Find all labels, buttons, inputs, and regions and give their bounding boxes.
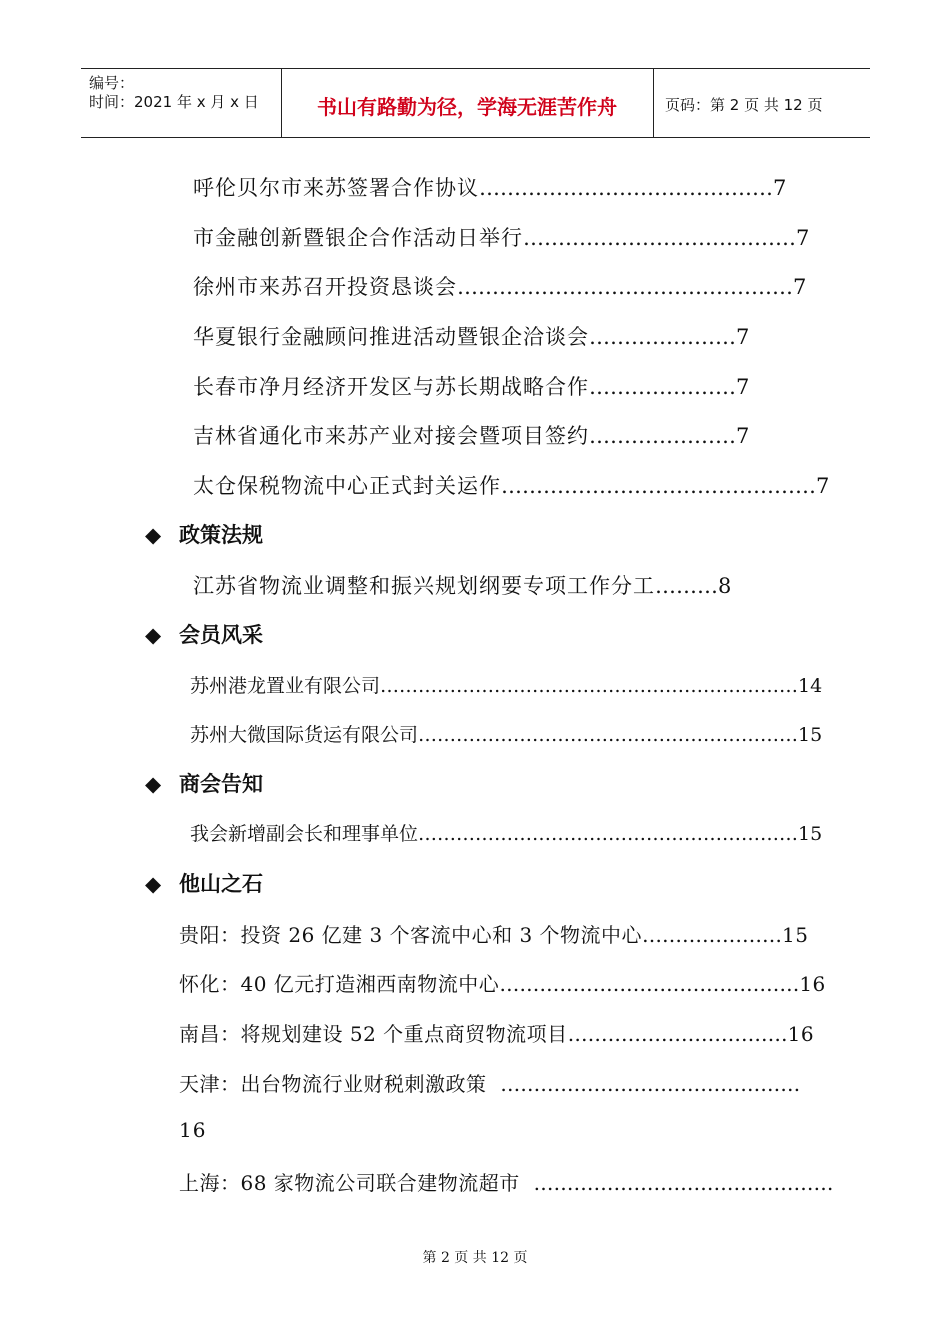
toc-entry-title: 呼伦贝尔市来苏签署合作协议: [193, 176, 479, 200]
toc-entry-page: 15: [798, 823, 823, 845]
toc-entry-page: 7: [736, 375, 751, 399]
page-indicator: 页码：第 2 页 共 12 页: [665, 96, 823, 114]
toc-entry-title: 南昌：将规划建设 52 个重点商贸物流项目: [179, 1022, 568, 1046]
toc-entry[interactable]: [179, 919, 809, 948]
section-heading-label: 政策法规: [179, 523, 263, 547]
toc-entry-title: 上海：68 家物流公司联合建物流超市: [179, 1171, 520, 1195]
toc-leader-dots: …………………: [589, 375, 736, 399]
toc-entry-title: 贵阳：投资 26 亿建 3 个客流中心和 3 个物流中心: [179, 923, 643, 947]
page-footer: 第 2 页 共 12 页: [422, 1250, 528, 1266]
section-heading-label: 他山之石: [179, 872, 263, 896]
header-info-cell: [81, 69, 282, 137]
toc-leader-dots: ……………………………………………………: [418, 823, 799, 845]
toc-entry-page: 7: [736, 424, 751, 448]
toc-entry[interactable]: [179, 1167, 834, 1196]
document-number: 编号：: [89, 74, 135, 92]
toc-leader-dots: …………………………………………………………: [380, 675, 799, 697]
toc-entry-page: 7: [793, 275, 808, 299]
toc-entry-page: 15: [798, 724, 823, 746]
document-date: 时间：2021 年 x 月 x 日: [89, 93, 259, 111]
section-heading-others: [145, 868, 263, 898]
toc-entry-title: 太仓保税物流中心正式封关运作: [193, 474, 501, 498]
toc-entry[interactable]: [193, 371, 750, 401]
toc-entry[interactable]: [190, 671, 822, 698]
section-heading-policy: [145, 519, 263, 549]
diamond-bullet-icon: ◆: [145, 772, 162, 796]
toc-entry-page: 7: [773, 176, 788, 200]
toc-leader-dots: …………………………………………: [457, 275, 793, 299]
toc-entry-title: 苏州大微国际货运有限公司: [190, 724, 419, 746]
page-header: [81, 68, 870, 138]
toc-leader-dots: ……………………………: [567, 1022, 788, 1046]
toc-entry-title: 怀化：40 亿元打造湘西南物流中心: [179, 972, 500, 996]
section-heading-label: 会员风采: [179, 623, 263, 647]
toc-leader-dots: …………………: [589, 424, 736, 448]
toc-leader-dots: ……………………………………: [479, 176, 773, 200]
toc-leader-dots: ………: [655, 574, 718, 598]
toc-entry[interactable]: [193, 570, 732, 600]
toc-entry-title: 吉林省通化市来苏产业对接会暨项目签约: [193, 424, 589, 448]
toc-entry-title: 徐州市来苏召开投资恳谈会: [193, 275, 457, 299]
toc-entry[interactable]: [193, 271, 807, 301]
toc-entry-title: 天津：出台物流行业财税刺激政策: [179, 1072, 487, 1096]
toc-leader-dots: …………………: [589, 325, 736, 349]
diamond-bullet-icon: ◆: [145, 872, 162, 896]
diamond-bullet-icon: ◆: [145, 523, 162, 547]
toc-entry[interactable]: [179, 1018, 814, 1047]
toc-entry-page: 7: [816, 474, 831, 498]
header-page-cell: [653, 69, 870, 137]
section-heading-notice: [145, 768, 263, 798]
toc-entry-page: 8: [718, 574, 733, 598]
toc-entry[interactable]: [193, 321, 750, 351]
toc-leader-dots: …………………………………: [523, 226, 796, 250]
toc-entry-page: 16: [787, 1022, 815, 1046]
toc-leader-dots: ………………………………………: [533, 1171, 834, 1195]
header-motto-cell: [281, 69, 654, 137]
toc-entry-page: 15: [782, 923, 809, 947]
toc-entry-title: 苏州港龙置业有限公司: [190, 675, 381, 697]
toc-leader-dots: ………………………………………: [501, 474, 816, 498]
toc-entry-page-wrapped: 16: [179, 1118, 207, 1142]
toc-entry-title: 长春市净月经济开发区与苏长期战略合作: [193, 375, 589, 399]
toc-entry-page: 7: [736, 325, 751, 349]
toc-entry[interactable]: [193, 172, 787, 202]
toc-entry-page: 16: [799, 972, 826, 996]
toc-entry[interactable]: [190, 819, 822, 846]
toc-entry[interactable]: [193, 420, 750, 450]
toc-entry[interactable]: [193, 470, 830, 500]
section-heading-members: [145, 619, 263, 649]
toc-entry-title: 华夏银行金融顾问推进活动暨银企洽谈会: [193, 325, 589, 349]
toc-leader-dots: …………………: [642, 923, 783, 947]
toc-entry[interactable]: [179, 1068, 800, 1097]
toc-leader-dots: ………………………………………: [499, 972, 800, 996]
diamond-bullet-icon: ◆: [145, 623, 162, 647]
toc-entry-title: 我会新增副会长和理事单位: [190, 823, 419, 845]
section-heading-label: 商会告知: [179, 772, 263, 796]
toc-entry-page: 14: [798, 675, 823, 697]
toc-entry[interactable]: [190, 720, 822, 747]
motto: 书山有路勤为径，学海无涯苦作舟: [317, 95, 617, 119]
toc-entry-title: 市金融创新暨银企合作活动日举行: [193, 226, 523, 250]
toc-entry[interactable]: [193, 222, 810, 252]
toc-entry[interactable]: [179, 968, 826, 997]
toc-entry-title: 江苏省物流业调整和振兴规划纲要专项工作分工: [193, 574, 655, 598]
toc-entry-page: 7: [796, 226, 811, 250]
toc-leader-dots: ……………………………………………………: [418, 724, 799, 746]
toc-leader-dots: ………………………………………: [500, 1072, 801, 1096]
